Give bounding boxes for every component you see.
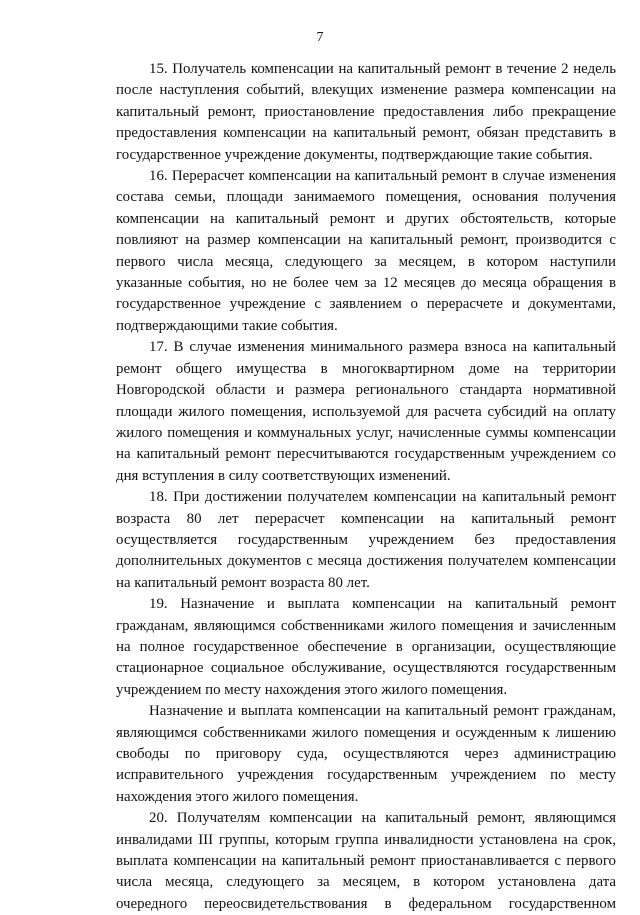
page-number: 7 bbox=[316, 30, 324, 45]
paragraph-18: 18. При достижении получателем компенсации на капитальный ремонт возраста 80 лет перерасчет компенсации на капитальный ремонт осуществляется государственным учреждением без предоставления дополнительных документов с месяца достижения получателем компенсации на капитальный ремонт возраста 80 лет. bbox=[116, 489, 616, 591]
paragraph-15: 15. Получатель компенсации на капитальный ремонт в течение 2 недель после наступления событий, влекущих изменение размера компенсации на капитальный ремонт, приостановление предоставления либо прекращение предоставления компенсации на капитальный ремонт, обязан представить в государственное учреждение документы, подтверждающие такие события. bbox=[116, 61, 616, 163]
paragraph-19: 19. Назначение и выплата компенсации на капитальный ремонт гражданам, являющимся собственниками жилого помещения и зачисленным на полное государственное обеспечение в организации, осуществляющие стационарное социальное обслуживание, осуществляются государственным учреждением по месту нахождения этого жилого помещения. bbox=[116, 596, 616, 698]
paragraph-17: 17. В случае изменения минимального размера взноса на капитальный ремонт общего имущества в многоквартирном доме на территории Новгородской области и размера регионального стандарта нормативной площади жилого помещения, используемой для расчета субсидий на оплату жилого помещения и коммунальных услуг, начисленные суммы компенсации на капитальный ремонт пересчитываются государственным учреждением со дня вступления в силу соответствующих изменений. bbox=[116, 339, 616, 484]
paragraph-19-continued: Назначение и выплата компенсации на капитальный ремонт гражданам, являющимся собственниками жилого помещения и осужденным к лишению свободы по приговору суда, осуществляются через администрацию исправительного учреждения государственным учреждением по месту нахождения этого жилого помещения. bbox=[116, 703, 616, 805]
paragraph-16: 16. Перерасчет компенсации на капитальный ремонт в случае изменения состава семьи, площади занимаемого помещения, основания получения компенсации на капитальный ремонт и других обстоятельств, которые повлияют на размер компенсации на капитальный ремонт, производится с первого числа месяца, следующего за месяцем, в котором наступили указанные события, но не более чем за 12 месяцев до месяца обращения в государственное учреждение с заявлением о перерасчете и документами, подтверждающими такие события. bbox=[116, 168, 616, 334]
paragraph-20: 20. Получателям компенсации на капитальный ремонт, являющимся инвалидами III группы, которым группа инвалидности установлена на срок, выплата компенсации на капитальный ремонт приостанавливается с первого числа месяца, следующего за месяцем, в котором установлена дата очередного переосвидетельствования в федеральном государственном bbox=[116, 810, 616, 912]
page-body bbox=[116, 59, 616, 915]
